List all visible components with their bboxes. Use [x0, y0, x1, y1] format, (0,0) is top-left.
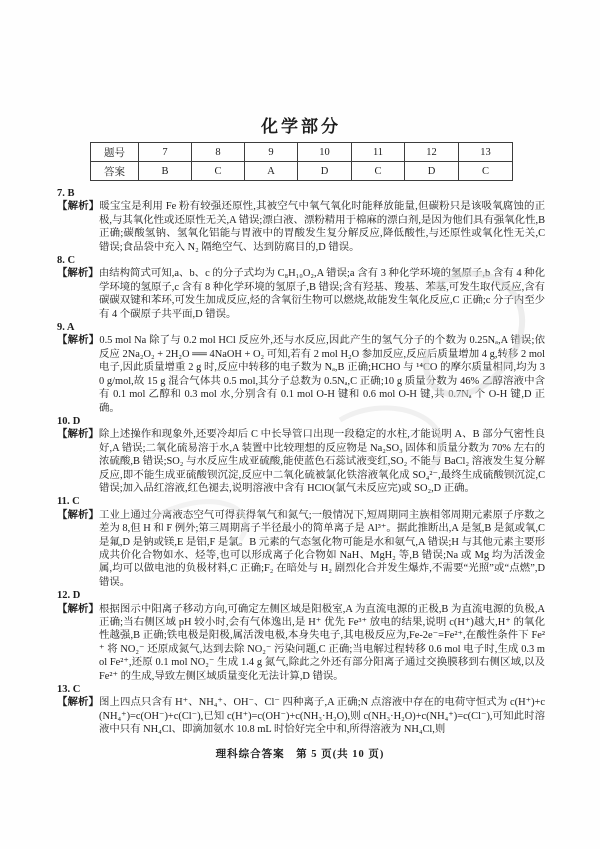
question-answer-heading: 9. A: [57, 322, 75, 334]
question-number-cell: 8: [192, 143, 245, 162]
answer-cell: C: [352, 162, 405, 181]
question-number-cell: 10: [298, 143, 352, 162]
question-row-header: 题号: [91, 143, 139, 162]
solution-paragraph: [57, 428, 545, 495]
solution-block-q9: [57, 321, 545, 415]
answer-table: [90, 142, 513, 181]
answer-cell: C: [459, 162, 513, 181]
solution-text: 由结构简式可知,a、b、c 的分子式均为 C₈H₁₀O₂,A 错误;a 含有 3 种化学环境的氢原子,b 含有 4 种化学环境的氢原子,c 含有 8 种化学环境的氢原子,B 错误;含有羟基、羧基、苯基,可发生取代反应,含有碳碳双键和苯环,可发生加成反应,烃的含氧衍生物可以燃烧,故能发生氧化反应,C 正确;c 分子内至少有 4 个碳原子共平面,D 错误。: [98, 268, 546, 320]
answer-cell: C: [192, 162, 245, 181]
footer-text: 理科综合答案 第 5 页(共 10 页): [215, 749, 385, 760]
answer-cell: B: [139, 162, 192, 181]
analysis-label: 【解析】: [57, 697, 99, 709]
question-answer-heading: 7. B: [57, 188, 75, 199]
solutions-list: [57, 187, 545, 737]
solution-block-q12: [57, 589, 545, 683]
answer-cell: A: [245, 162, 298, 181]
table-row-answers: [91, 162, 513, 181]
question-number-cell: 7: [139, 143, 192, 162]
solution-text: 除上述操作和现象外,还要冷却后 C 中长导管口出现一段稳定的水柱,才能说明 A、B 部分气密性良好,A 错误;二氧化硫易溶于水,A 装置中比较理想的反应物是 Na₂SO₃ 固体和质量分数为 70% 左右的浓硫酸,B 错误;SO₂ 与水反应生成亚硫酸,能使蓝色石蕊试液变红,SO₂ 不能与 BaCl₂ 溶液发生复分解反应,即不能生成亚硫酸钡沉淀,反应中二氧化硫被氯化铁溶液氧化成 SO₄²⁻,最终生成硫酸钡沉淀,C 错误;加入品红溶液,红色褪去,说明溶液中含有 HClO(氯气未反应完)或 SO₂,D 正确。: [98, 429, 546, 494]
solution-paragraph: [57, 200, 545, 254]
solution-block-q7: [57, 187, 545, 254]
solution-paragraph: [57, 334, 545, 414]
question-answer-heading: 8. C: [57, 255, 76, 267]
solution-text: 图上四点只含有 H⁺、NH₄⁺、OH⁻、Cl⁻ 四种离子,A 正确;N 点溶液中存在的电荷守恒式为 c(H⁺)+c(NH₄⁺)=c(OH⁻)+c(Cl⁻),已知 c(H⁺)=c(OH⁻)+c(NH₃·H₂O),则 c(NH₃·H₂O)+c(NH₄⁺)=c(Cl⁻),可知此时溶液中只有 NH₄Cl、即滴加氨水 10.8 mL 时恰好完全中和,所得溶液为 NH₄Cl,则: [98, 697, 545, 736]
solution-text: 0.5 mol Na 除了与 0.2 mol HCl 反应外,还与水反应,因此产生的氢气分子的个数为 0.25Nₐ,A 错误;依反应 2Na₂O₂ + 2H₂O ══ 4NaOH + O₂ 可知,若有 2 mol H₂O 参加反应,反应后质量增加 4 g,转移 2 mol 电子,因此质量增重 2 g 时,反应中转移的电子数为 Nₐ,B 正确;HCHO 与 ¹⁴CO 的摩尔质量相同,均为 30 g/mol,故 15 g 混合气体共 0.5 mol,其分子总数为 0.5Nₐ,C 正确;10 g 质量分数为 46% 乙醇溶液中含有 0.1 mol 乙醇和 0.3 mol 水,分别含有 0.1 mol O-H 键和 0.6 mol O-H 键,共 0.7Nₐ 个 O-H 键,D 正确。: [99, 335, 545, 414]
solution-block-q13: [57, 683, 545, 737]
solution-block-q11: [57, 495, 545, 589]
solution-paragraph: [57, 696, 545, 736]
question-answer-heading: 12. D: [57, 590, 81, 602]
question-number-cell: 9: [245, 143, 298, 162]
analysis-label: 【解析】: [57, 335, 100, 347]
solution-paragraph: [57, 603, 545, 683]
question-number-cell: 13: [459, 143, 513, 162]
answer-cell: D: [405, 162, 459, 181]
question-answer-heading: 10. D: [57, 415, 81, 427]
solution-paragraph: [57, 267, 545, 321]
analysis-label: 【解析】: [57, 603, 99, 615]
table-row-question-numbers: [91, 143, 513, 162]
analysis-label: 【解析】: [57, 429, 99, 441]
question-answer-heading: 11. C: [57, 496, 80, 508]
page-title: 化学部分: [261, 117, 341, 136]
solution-text: 暖宝宝是利用 Fe 粉有较强还原性,其被空气中氧气氧化时能释放能量,但碳粉只是该吸氧腐蚀的正极,与其氧化性或还原性无关,A 错误;漂白液、漂粉精用于棉麻的漂白剂,是因为他们具有强氧化性,B 正确;碳酸氢钠、氢氧化铝能与胃液中的胃酸发生复分解反应,降低酸性,与还原性或氧化性无关,C 错误;食品袋中充入 N₂ 隔绝空气、达到防腐目的,D 错误。: [99, 201, 546, 253]
analysis-label: 【解析】: [57, 268, 99, 280]
page-footer: [0, 746, 600, 761]
answer-row-header: 答案: [91, 162, 139, 181]
analysis-label: 【解析】: [57, 509, 99, 521]
question-answer-heading: 13. C: [57, 684, 81, 696]
solution-paragraph: [57, 509, 545, 589]
solution-text: 工业上通过分离液态空气可得获得氧气和氮气;一般情况下,短周期同主族相邻周期元素原子序数之差为 8,但 H 和 F 例外;第三周期离子半径最小的简单离子是 Al³⁺。据此推断出,A 是氢,B 是氮或氧,C 是氟,D 是钠或镁,E 是铝,F 是氯。B 元素的气态氢化物可能是水和氨气,A 错误;H 与其他元素主要形成共价化合物如水、烃等,也可以形成离子化合物如 NaH、MgH₂ 等,B 错误;Na 或 Mg 均为活泼金属,均可以做电池的负极材料,C 正确;F₂ 在暗处与 H₂ 剧烈化合并发生爆炸,不需要“光照”或“点燃”,D 错误。: [98, 509, 545, 588]
solution-block-q8: [57, 254, 545, 321]
answer-cell: D: [298, 162, 352, 181]
question-number-cell: 11: [352, 143, 405, 162]
solution-block-q10: [57, 415, 545, 495]
question-number-cell: 12: [405, 143, 459, 162]
solution-text: 根据图示中阳离子移动方向,可确定左侧区域是阳极室,A 为直流电源的正极,B 为直流电源的负极,A 正确;当右侧区域 pH 较小时,会有气体逸出,是 H⁺ 优先 Fe³⁺ 放电的结果,说明 c(H⁺)越大,H⁺ 的氧化性越强,B 正确;铁电极是阳极,属活泼电极,本身失电子,其电极反应为,Fe-2e⁻=Fe²⁺,在酸性条件下 Fe²⁺ 将 NO₂⁻ 还原成氮气,达到去除 NO₂⁻ 污染问题,C 正确;当电解过程转移 0.6 mol 电子时,生成 0.3 mol Fe²⁺,还原 0.1 mol NO₂⁻ 生成 1.4 g 氮气,除此之外还有部分阳离子通过交换膜移到右侧区域,以及 Fe²⁺ 的生成,导致左侧区域质量变化无法计算,D 错误。: [98, 603, 545, 682]
analysis-label: 【解析】: [57, 201, 100, 213]
